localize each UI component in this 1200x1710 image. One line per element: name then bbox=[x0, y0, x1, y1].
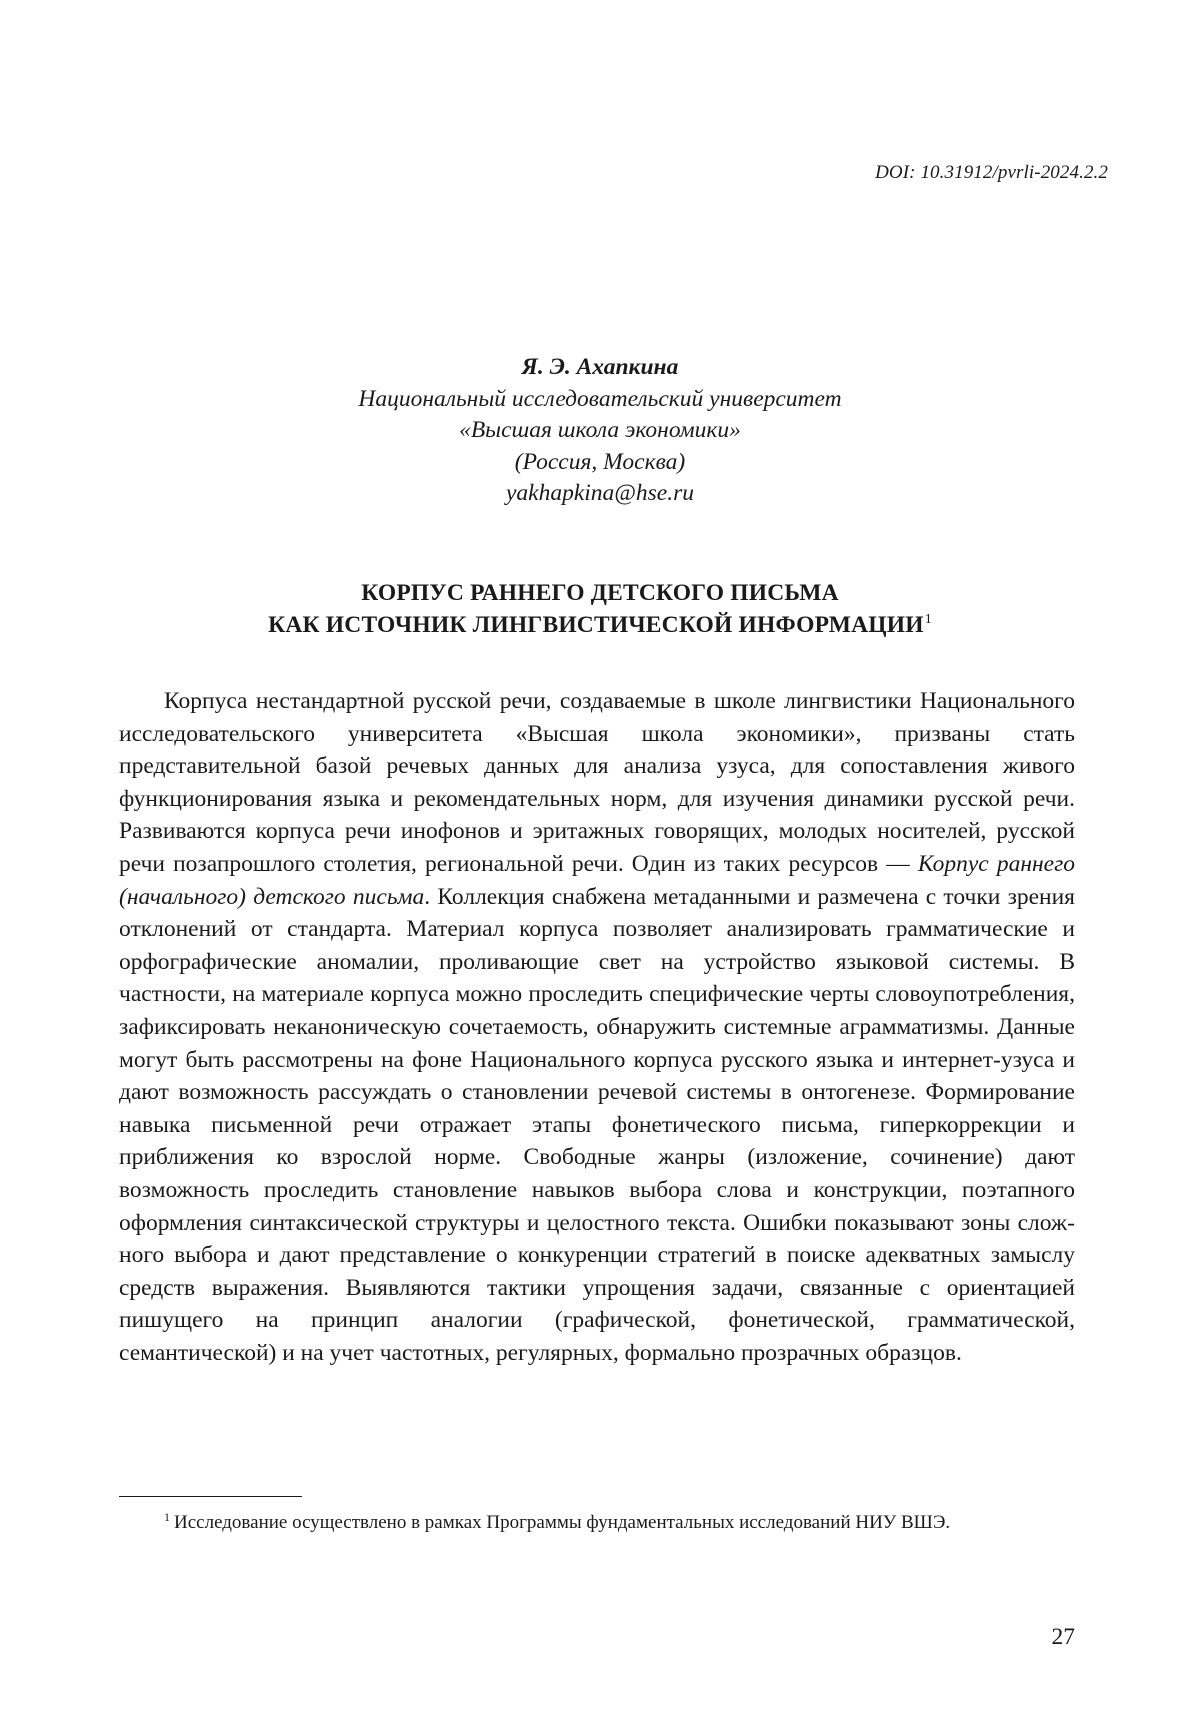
author-location: (Россия, Москва) bbox=[514, 448, 686, 475]
abstract-part1: Корпуса нестандартной русской речи, создаваемые в школе лингвистики Национального исследовательского университета «Высшая школа экономики», призваны стать представительной базой речевых данных для анализа узуса, для сопоставления живого функционирования языка и рекомендательных норм, для изучения динамики русской речи. Развиваются корпуса речи инофонов и эритажных говорящих, молодых носителей, русской речи позапрошлого столетия, региональной речи. Один из таких ресурсов — bbox=[119, 688, 1075, 877]
author-email: yakhapkina@hse.ru bbox=[505, 480, 695, 506]
author-affiliation-line1: Национальный исследовательский университет bbox=[358, 385, 842, 412]
author-name: Я. Э. Ахапкина bbox=[521, 354, 679, 380]
author-affiliation-line2: «Высшая школа экономики» bbox=[459, 417, 741, 443]
abstract-part2: . Коллекция снабжена метаданными и размечена с точки зрения отклонений от стандарта. Материал корпуса позволяет анализировать грамматические и орфографические аномалии, проливающие свет на устройство языковой системы. В частности, на материале корпуса можно проследить специфические черты словоупотребления, зафиксировать неканоническую сочетаемость, обнаружить системные аграмматизмы. Данные могут быть рассмотрены на фоне Национального корпуса русского языка и интернет-узуса и дают возможность рассуждать о становлении речевой системы в онтогенезе. Формирование навыка письменной речи отражает этапы фонетического письма, гиперкоррекции и приближения ко взрослой норме. Свободные жанры (изложение, сочинение) дают возможность проследить становление навыков выбора слова и конструкции, поэтапного оформления синтаксической структуры и целостного текста. Ошибки показывают зоны сложного выбора и дают представление о конкуренции стратегий в поиске адекватных замыслу средств выражения. Выявляются тактики упрощения задачи, связанные с ориентацией пишущего на принцип аналогии (графической, фонетической, грамматической, семантической) и на учет частотных, регулярных, формально прозрачных образцов. bbox=[119, 883, 1075, 1366]
article-title-line2-text: КАК ИСТОЧНИК ЛИНГВИСТИЧЕСКОЙ ИНФОРМАЦИИ bbox=[268, 611, 924, 638]
footnote-text: Исследование осуществлено в рамках Программы фундаментальных исследований НИУ ВШЭ. bbox=[174, 1512, 951, 1533]
article-title-line2 bbox=[0, 610, 1200, 642]
doi-label: DOI: 10.31912/pvrli-2024.2.2 bbox=[875, 162, 1108, 183]
title-footnote-mark: 1 bbox=[924, 611, 932, 627]
footnote-mark: 1 bbox=[164, 1510, 170, 1524]
article-title-line1: КОРПУС РАННЕГО ДЕТСКОГО ПИСЬМА bbox=[361, 580, 839, 606]
footnote bbox=[119, 1510, 1075, 1537]
article-title bbox=[0, 578, 1200, 641]
footnote-divider bbox=[119, 1496, 302, 1497]
abstract-corpus-name: Корпус раннего (начального) детского письма bbox=[119, 850, 1075, 910]
abstract-paragraph bbox=[119, 685, 1075, 1369]
page-number: 27 bbox=[1051, 1624, 1075, 1650]
author-block bbox=[0, 352, 1200, 510]
